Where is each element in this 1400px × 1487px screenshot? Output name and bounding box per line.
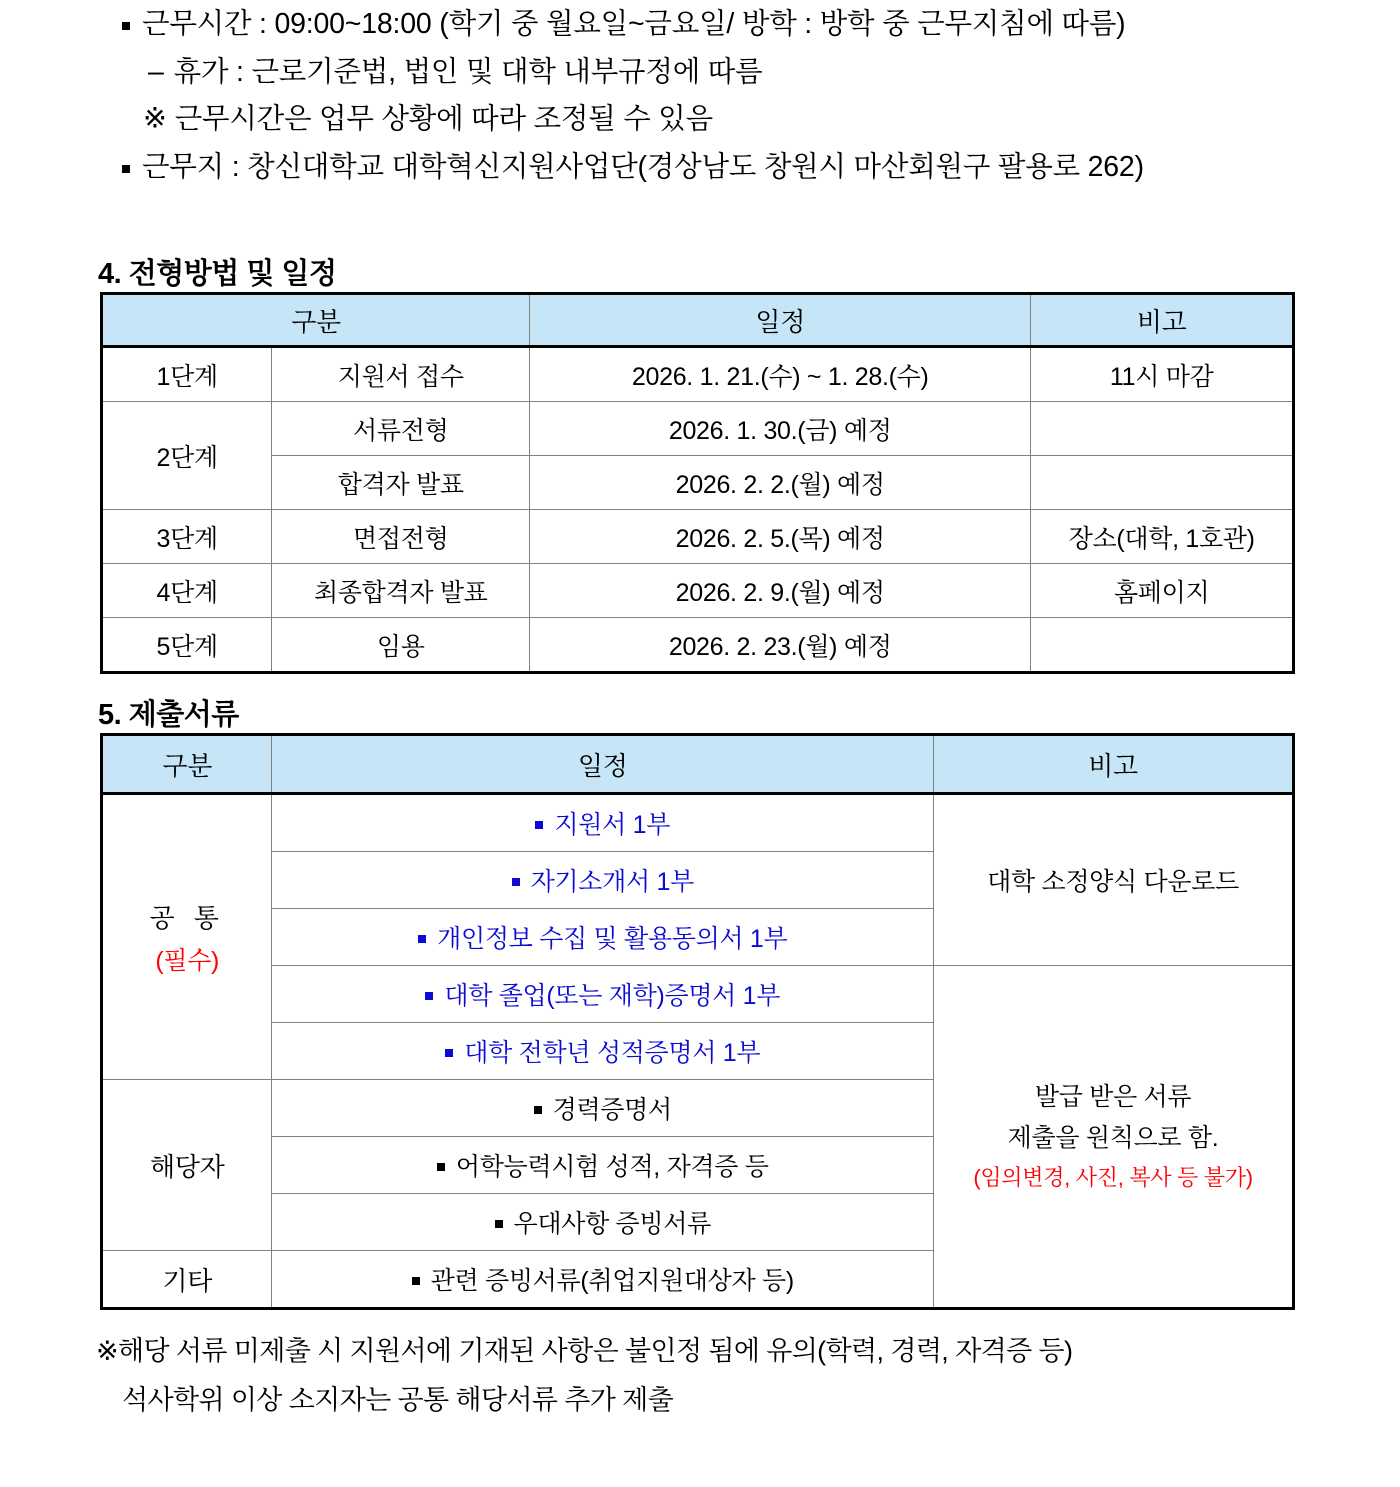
section-heading-5: 5. 제출서류 (98, 699, 239, 731)
schedule-date-5: 2026. 2. 23.(월) 예정 (530, 618, 1031, 673)
table-row (102, 456, 1294, 510)
schedule-date-2a: 2026. 1. 30.(금) 예정 (530, 402, 1031, 456)
schedule-date-1: 2026. 1. 21.(수) ~ 1. 28.(수) (530, 347, 1031, 402)
schedule-table-wrapper (100, 292, 1400, 674)
table-row (102, 402, 1294, 456)
intro-block (0, 0, 1400, 181)
intro-line-work-hours (122, 10, 1400, 39)
documents-remark-common: 대학 소정양식 다운로드 (934, 794, 1294, 966)
dash-bullet-icon: – (148, 55, 164, 88)
documents-remark-line-2: 제출을 원칙으로 함. (1007, 1124, 1219, 1153)
schedule-remark-3: 장소(대학, 1호관) (1031, 510, 1294, 564)
schedule-name-5: 임용 (272, 618, 530, 673)
documents-group-other: 기타 (102, 1251, 272, 1309)
schedule-table-header-row (102, 294, 1294, 347)
square-bullet-icon (122, 22, 130, 30)
schedule-stage-4: 4단계 (102, 564, 272, 618)
square-bullet-icon (534, 1106, 542, 1114)
square-bullet-icon (445, 1049, 453, 1057)
intro-line-workplace (122, 150, 1400, 183)
list-item (272, 909, 934, 966)
list-item (272, 1023, 934, 1080)
documents-group-common (102, 794, 272, 1080)
document-item-text: 어학능력시험 성적, 자격증 등 (455, 1153, 769, 1181)
documents-header-category: 구분 (102, 735, 272, 794)
schedule-stage-5: 5단계 (102, 618, 272, 673)
schedule-header-remark: 비고 (1031, 294, 1294, 347)
schedule-stage-3: 3단계 (102, 510, 272, 564)
schedule-date-4: 2026. 2. 9.(월) 예정 (530, 564, 1031, 618)
intro-line-leave (148, 55, 1400, 88)
documents-table (100, 733, 1295, 1310)
schedule-header-category: 구분 (102, 294, 530, 347)
schedule-name-2a: 서류전형 (272, 402, 530, 456)
list-item (272, 852, 934, 909)
intro-text-leave: 휴가 : 근로기준법, 법인 및 대학 내부규정에 따름 (173, 55, 763, 88)
table-row (102, 966, 1294, 1023)
documents-header-remark: 비고 (934, 735, 1294, 794)
footnote-line-1: ※해당 서류 미제출 시 지원서에 기재된 사항은 불인정 됨에 유의(학력, 경력, 자격증 등) (96, 1336, 1073, 1366)
schedule-name-1: 지원서 접수 (272, 347, 530, 402)
table-row (102, 618, 1294, 673)
footnote-line-2: 석사학위 이상 소지자는 공통 해당서류 추가 제출 (122, 1385, 674, 1415)
document-item-text: 개인정보 수집 및 활용동의서 1부 (437, 925, 788, 953)
list-item (272, 1194, 934, 1251)
reference-mark-icon: ※ (143, 103, 167, 135)
document-item-text: 지원서 1부 (554, 811, 671, 839)
list-item (272, 1080, 934, 1137)
document-item-text: 대학 전학년 성적증명서 1부 (464, 1039, 761, 1067)
schedule-table (100, 292, 1295, 674)
square-bullet-icon (495, 1220, 503, 1228)
schedule-stage-2: 2단계 (102, 402, 272, 510)
schedule-name-4: 최종합격자 발표 (272, 564, 530, 618)
documents-remark-line-1: 발급 받은 서류 (1034, 1083, 1192, 1112)
section-heading-4: 4. 전형방법 및 일정 (98, 258, 337, 290)
schedule-remark-1: 11시 마감 (1031, 347, 1294, 402)
table-row (102, 794, 1294, 852)
documents-group-applicable: 해당자 (102, 1080, 272, 1251)
schedule-remark-5 (1031, 618, 1294, 673)
schedule-name-2b: 합격자 발표 (272, 456, 530, 510)
list-item (272, 966, 934, 1023)
square-bullet-icon (425, 992, 433, 1000)
intro-text-work-hours: 근무시간 : 09:00~18:00 (학기 중 월요일~금요일/ 방학 : 방학 중 근무지침에 따름) (142, 8, 1126, 40)
document-item-text: 관련 증빙서류(취업지원대상자 등) (430, 1267, 794, 1295)
square-bullet-icon (418, 935, 426, 943)
schedule-date-2b: 2026. 2. 2.(월) 예정 (530, 456, 1031, 510)
document-item-text: 우대사항 증빙서류 (513, 1210, 711, 1238)
intro-text-notice: 근무시간은 업무 상황에 따라 조정될 수 있음 (174, 103, 713, 135)
list-item (272, 1251, 934, 1309)
intro-line-notice (143, 105, 1400, 134)
table-row (102, 564, 1294, 618)
documents-group-common-required: (필수) (155, 946, 220, 975)
document-item-text: 자기소개서 1부 (530, 868, 694, 896)
schedule-remark-2b (1031, 456, 1294, 510)
schedule-name-3: 면접전형 (272, 510, 530, 564)
schedule-remark-4: 홈페이지 (1031, 564, 1294, 618)
schedule-stage-1: 1단계 (102, 347, 272, 402)
document-item-text: 경력증명서 (552, 1096, 672, 1124)
schedule-header-date: 일정 (530, 294, 1031, 347)
table-row (102, 510, 1294, 564)
square-bullet-icon (512, 878, 520, 886)
documents-header-list: 일정 (272, 735, 934, 794)
square-bullet-icon (535, 821, 543, 829)
square-bullet-icon (122, 165, 130, 173)
documents-table-header-row (102, 735, 1294, 794)
list-item (272, 794, 934, 852)
list-item (272, 1137, 934, 1194)
schedule-date-3: 2026. 2. 5.(목) 예정 (530, 510, 1031, 564)
schedule-remark-2a (1031, 402, 1294, 456)
square-bullet-icon (412, 1277, 420, 1285)
documents-group-common-label: 공 통 (149, 902, 225, 933)
square-bullet-icon (437, 1163, 445, 1171)
documents-table-wrapper (100, 733, 1400, 1310)
documents-remark-warning: (임의변경, 사진, 복사 등 불가) (973, 1164, 1253, 1190)
document-item-text: 대학 졸업(또는 재학)증명서 1부 (444, 982, 781, 1010)
intro-text-workplace: 근무지 : 창신대학교 대학혁신지원사업단(경상남도 창원시 마산회원구 팔용로 262) (142, 150, 1144, 183)
table-row (102, 347, 1294, 402)
documents-remark-issued (934, 966, 1294, 1309)
